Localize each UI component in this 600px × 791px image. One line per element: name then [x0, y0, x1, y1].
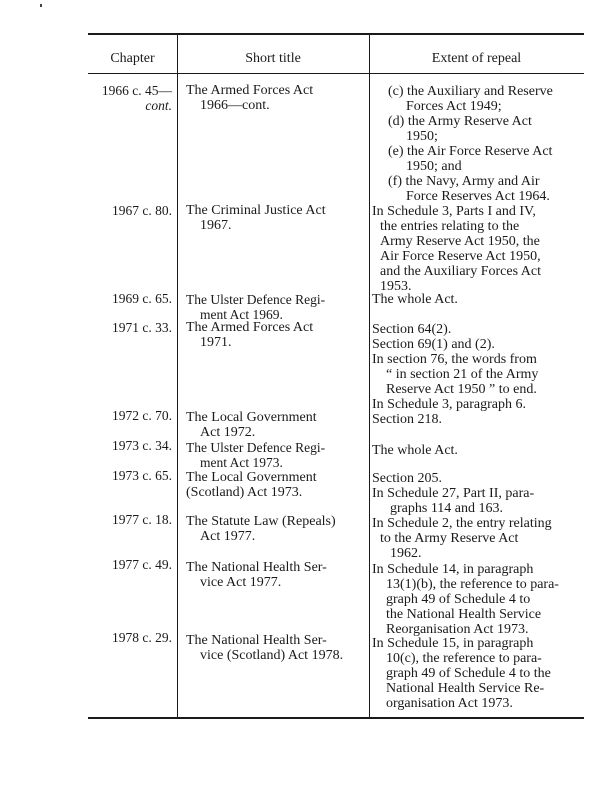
- extent-line: graph 49 of Schedule 4 to the: [386, 666, 551, 681]
- short-title-line: The Criminal Justice Act: [186, 203, 326, 218]
- chapter-number: 1978 c. 29.: [112, 630, 172, 645]
- header-extent-of-repeal: Extent of repeal: [431, 51, 522, 66]
- extent-line: In Schedule 14, in paragraph: [372, 562, 534, 577]
- short-title-line: 1966—cont.: [200, 98, 270, 113]
- chapter-cell: [68, 320, 172, 335]
- extent-cell: [372, 516, 583, 561]
- extent-line: the entries relating to the: [380, 219, 520, 234]
- extent-cell: [372, 636, 583, 711]
- extent-line: In Schedule 3, paragraph 6.: [372, 397, 526, 412]
- short-title-line: (Scotland) Act 1973.: [186, 485, 303, 500]
- extent-line: 1950;: [406, 129, 438, 144]
- extent-line: Force Reserves Act 1964.: [406, 189, 550, 204]
- extent-line: graph 49 of Schedule 4 to: [386, 592, 531, 607]
- short-title-line: The National Health Ser-: [186, 633, 327, 648]
- chapter-cell: [68, 438, 172, 453]
- short-title-cell: [186, 320, 364, 350]
- short-title-line: The Local Government: [186, 410, 317, 425]
- extent-line: “ in section 21 of the Army: [386, 367, 539, 382]
- short-title-line: vice (Scotland) Act 1978.: [200, 648, 344, 663]
- extent-line: (d) the Army Reserve Act: [388, 114, 532, 129]
- chapter-cell: [68, 557, 172, 572]
- chapter-number: 1977 c. 49.: [112, 557, 172, 572]
- extent-line: Army Reserve Act 1950, the: [380, 234, 540, 249]
- short-title-cell: [186, 514, 364, 544]
- column-separator-1: [177, 35, 178, 717]
- extent-line: 13(1)(b), the reference to para-: [386, 577, 559, 592]
- extent-line: In Schedule 2, the entry relating: [372, 516, 552, 531]
- extent-line: The whole Act.: [372, 443, 458, 458]
- extent-line: In Schedule 15, in paragraph: [372, 636, 534, 651]
- scan-mark: [40, 4, 42, 7]
- extent-line: Section 218.: [372, 412, 442, 427]
- extent-line: In Schedule 27, Part II, para-: [372, 486, 535, 501]
- extent-line: (e) the Air Force Reserve Act: [388, 144, 553, 159]
- top-rule: [88, 33, 584, 35]
- extent-line: 1962.: [390, 546, 422, 561]
- extent-line: Forces Act 1949;: [406, 99, 502, 114]
- extent-cell: [372, 204, 583, 294]
- extent-line: the National Health Service: [386, 607, 542, 622]
- short-title-line: The Statute Law (Repeals): [186, 514, 336, 529]
- extent-line: Air Force Reserve Act 1950,: [380, 249, 541, 264]
- extent-line: In Schedule 3, Parts I and IV,: [372, 204, 536, 219]
- chapter-continued: cont.: [145, 98, 172, 113]
- extent-line: National Health Service Re-: [386, 681, 545, 696]
- chapter-number: 1973 c. 34.: [112, 438, 172, 453]
- short-title-cell: [186, 440, 364, 470]
- extent-line: organisation Act 1973.: [386, 696, 513, 711]
- short-title-line: The Ulster Defence Regi-: [186, 292, 326, 307]
- chapter-number: 1969 c. 65.: [112, 291, 172, 306]
- extent-line: 1953.: [380, 279, 412, 294]
- chapter-number: 1966 c. 45—: [101, 83, 172, 98]
- chapter-cell: [68, 203, 172, 218]
- extent-cell: [372, 322, 583, 412]
- short-title-line: ment Act 1973.: [200, 455, 283, 470]
- chapter-number: 1971 c. 33.: [112, 320, 172, 335]
- extent-cell: [372, 562, 583, 637]
- extent-line: Reorganisation Act 1973.: [386, 622, 529, 637]
- short-title-line: The National Health Ser-: [186, 560, 327, 575]
- short-title-line: 1967.: [200, 218, 232, 233]
- short-title-line: ment Act 1969.: [200, 307, 283, 322]
- extent-line: Section 205.: [372, 471, 442, 486]
- chapter-number: 1977 c. 18.: [112, 512, 172, 527]
- short-title-cell: [186, 292, 364, 322]
- extent-line: (f) the Navy, Army and Air: [388, 174, 540, 189]
- extent-line: The whole Act.: [372, 292, 458, 307]
- chapter-cell: [68, 408, 172, 423]
- short-title-line: Act 1977.: [200, 529, 256, 544]
- header-rule: [88, 73, 584, 74]
- extent-line: Section 69(1) and (2).: [372, 337, 495, 352]
- extent-line: graphs 114 and 163.: [390, 501, 504, 516]
- short-title-line: The Armed Forces Act: [186, 83, 314, 98]
- extent-line: to the Army Reserve Act: [380, 531, 519, 546]
- extent-cell: [372, 412, 583, 427]
- short-title-line: The Armed Forces Act: [186, 320, 314, 335]
- extent-line: Section 64(2).: [372, 322, 452, 337]
- chapter-number: 1973 c. 65.: [112, 468, 172, 483]
- short-title-line: Act 1972.: [200, 425, 256, 440]
- short-title-cell: [186, 203, 364, 233]
- extent-cell: [372, 443, 583, 458]
- short-title-cell: [186, 410, 364, 440]
- header-chapter: Chapter: [110, 51, 155, 66]
- extent-line: and the Auxiliary Forces Act: [380, 264, 541, 279]
- extent-line: Reserve Act 1950 ” to end.: [386, 382, 537, 397]
- column-separator-2: [369, 35, 370, 717]
- chapter-cell: [68, 83, 172, 113]
- short-title-cell: [186, 470, 364, 500]
- bottom-rule: [88, 717, 584, 719]
- chapter-cell: [68, 630, 172, 645]
- chapter-number: 1972 c. 70.: [112, 408, 172, 423]
- short-title-cell: [186, 633, 364, 663]
- short-title-line: vice Act 1977.: [200, 575, 282, 590]
- short-title-line: The Ulster Defence Regi-: [186, 440, 326, 455]
- chapter-number: 1967 c. 80.: [112, 203, 172, 218]
- chapter-cell: [68, 468, 172, 483]
- short-title-cell: [186, 560, 364, 590]
- header-short-title: Short title: [245, 51, 301, 66]
- short-title-cell: [186, 83, 364, 113]
- short-title-line: The Local Government: [186, 470, 317, 485]
- extent-line: 1950; and: [406, 159, 462, 174]
- extent-line: (c) the Auxiliary and Reserve: [388, 84, 553, 99]
- extent-cell: [372, 471, 583, 516]
- extent-cell: [372, 84, 583, 204]
- extent-line: 10(c), the reference to para-: [386, 651, 542, 666]
- extent-cell: [372, 292, 583, 307]
- chapter-cell: [68, 512, 172, 527]
- short-title-line: 1971.: [200, 335, 232, 350]
- chapter-cell: [68, 291, 172, 306]
- extent-line: In section 76, the words from: [372, 352, 537, 367]
